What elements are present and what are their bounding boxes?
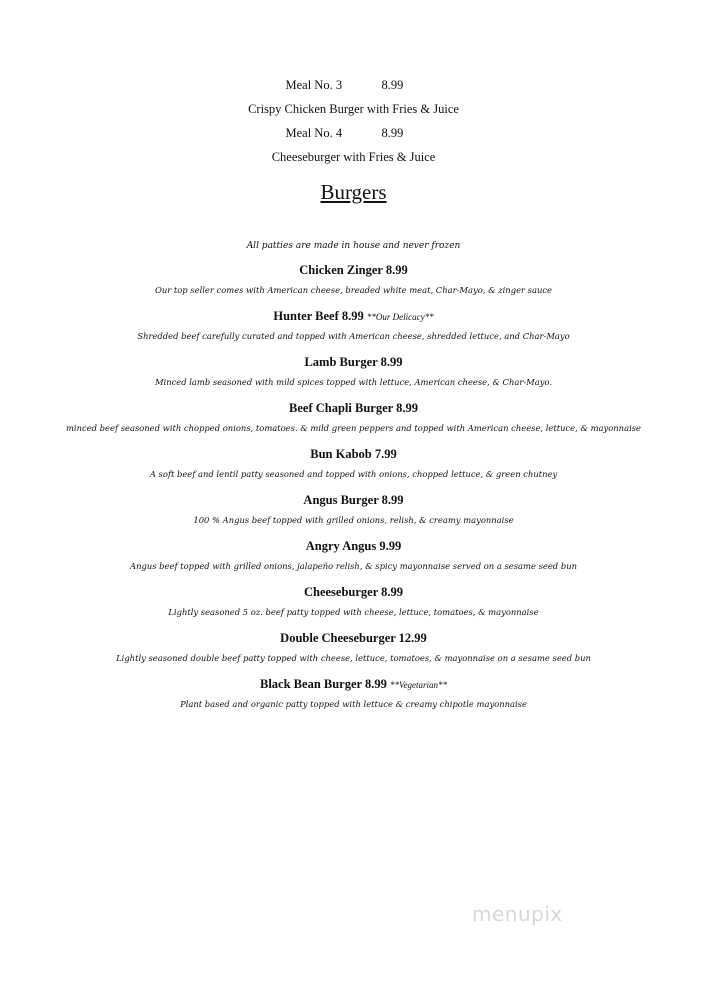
menu-item bbox=[0, 490, 707, 536]
item-desc: Lightly seasoned double beef patty topped with cheese, lettuce, tomatoes, & mayonnaise on a sesame seed bun bbox=[116, 653, 591, 663]
item-name: Black Bean Burger 8.99 bbox=[260, 677, 390, 691]
item-name: Hunter Beef 8.99 bbox=[273, 309, 364, 323]
item-name: Beef Chapli Burger 8.99 bbox=[289, 401, 418, 415]
burger-list bbox=[0, 238, 707, 720]
section-title: Burgers bbox=[320, 180, 387, 204]
menu-item bbox=[0, 306, 707, 352]
item-name: Double Cheeseburger 12.99 bbox=[280, 631, 427, 645]
meal-4-row bbox=[0, 124, 707, 148]
watermark-logo: menupix bbox=[472, 902, 563, 926]
item-desc: Lightly seasoned 5 oz. beef patty topped with cheese, lettuce, tomatoes, & mayonnaise bbox=[168, 607, 539, 617]
item-name: Angry Angus 9.99 bbox=[305, 539, 402, 553]
item-name: Lamb Burger 8.99 bbox=[304, 355, 403, 369]
item-desc: A soft beef and lentil patty seasoned and topped with onions, chopped lettuce, & green chutney bbox=[149, 469, 558, 479]
item-tag: **Vegetarian** bbox=[389, 680, 447, 690]
meal-3-row bbox=[0, 76, 707, 100]
item-name: Angus Burger 8.99 bbox=[303, 493, 404, 507]
meal-3-name: Meal No. 3 bbox=[285, 78, 343, 92]
item-desc: Minced lamb seasoned with mild spices topped with lettuce, American cheese, & Char-Mayo. bbox=[154, 377, 553, 387]
menu-item bbox=[0, 674, 707, 720]
item-name: Cheeseburger 8.99 bbox=[303, 585, 404, 599]
item-desc: Shredded beef carefully curated and topped with American cheese, shredded lettuce, and Char-Mayo bbox=[137, 331, 570, 341]
section-note: All patties are made in house and never frozen bbox=[246, 241, 461, 251]
menu-item bbox=[0, 536, 707, 582]
menu-item bbox=[0, 628, 707, 674]
menu-item bbox=[0, 444, 707, 490]
meal-3-desc: Crispy Chicken Burger with Fries & Juice bbox=[248, 102, 459, 116]
item-tag: **Our Delicacy** bbox=[366, 312, 434, 322]
item-desc: Angus beef topped with grilled onions, jalapeño relish, & spicy mayonnaise served on a sesame seed bun bbox=[130, 561, 577, 571]
meal-4-name: Meal No. 4 bbox=[285, 126, 343, 140]
item-desc: 100 % Angus beef topped with grilled onions, relish, & creamy mayonnaise bbox=[193, 515, 514, 525]
item-desc: minced beef seasoned with chopped onions, tomatoes. & mild green peppers and topped with American cheese, lettuce, & mayonnaise bbox=[65, 423, 641, 433]
meal-deals bbox=[0, 76, 707, 172]
item-desc: Our top seller comes with American cheese, breaded white meat, Char-Mayo, & zinger sauce bbox=[154, 285, 553, 295]
menu-item bbox=[0, 582, 707, 628]
item-name: Chicken Zinger 8.99 bbox=[299, 263, 408, 277]
menu-item bbox=[0, 398, 707, 444]
item-desc: Plant based and organic patty topped with lettuce & creamy chipotle mayonnaise bbox=[180, 699, 527, 709]
meal-3-price: 8.99 bbox=[381, 78, 404, 92]
menu-item bbox=[0, 352, 707, 398]
meal-4-desc: Cheeseburger with Fries & Juice bbox=[271, 150, 436, 164]
meal-4-price: 8.99 bbox=[381, 126, 404, 140]
menu-item bbox=[0, 260, 707, 306]
item-name: Bun Kabob 7.99 bbox=[310, 447, 397, 461]
